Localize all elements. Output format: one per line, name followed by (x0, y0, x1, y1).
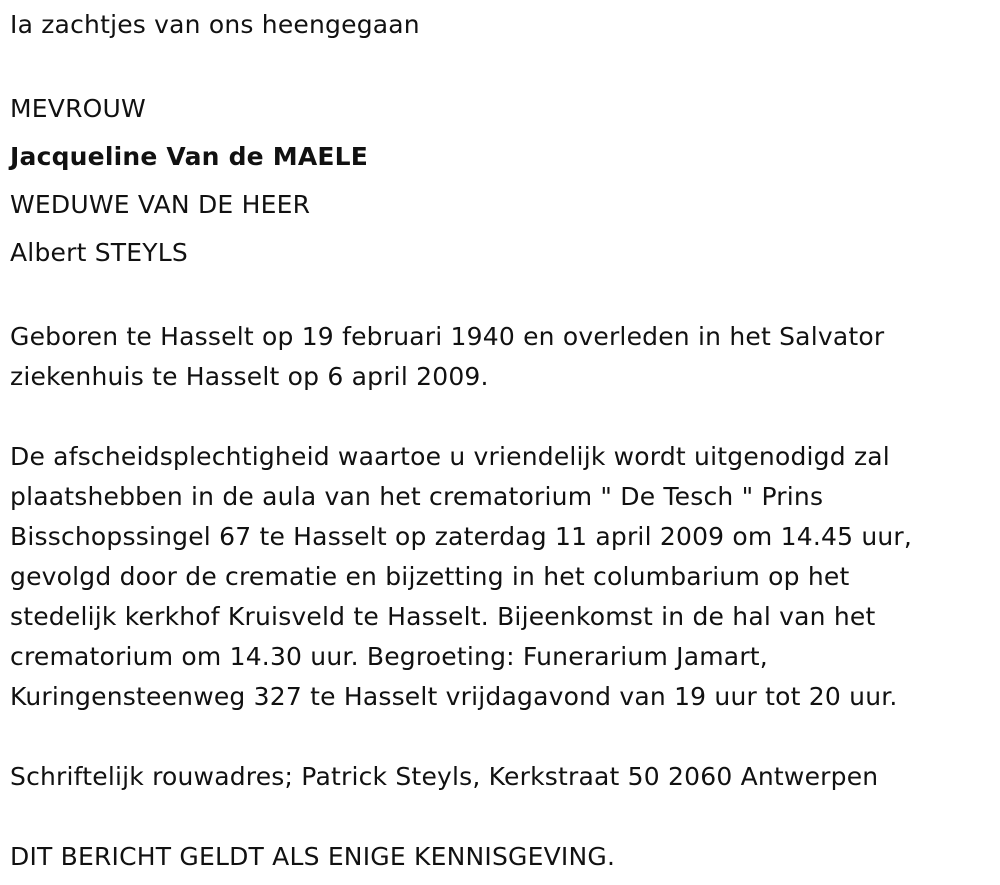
official-notice: DIT BERICHT GELDT ALS ENIGE KENNISGEVING. (10, 842, 616, 871)
deceased-spouse: Albert STEYLS (10, 238, 188, 267)
ceremony-line: crematorium om 14.30 uur. Begroeting: Funerarium Jamart, (10, 642, 768, 671)
ceremony-paragraph (10, 437, 1000, 717)
ceremony-line: Kuringensteenweg 327 te Hasselt vrijdagavond van 19 uur tot 20 uur. (10, 682, 898, 711)
birth-death-paragraph (10, 317, 1000, 397)
ceremony-line: gevolgd door de crematie en bijzetting in het columbarium op het (10, 562, 850, 591)
ceremony-line: plaatshebben in de aula van het crematorium " De Tesch " Prins (10, 482, 824, 511)
deceased-title: MEVROUW (10, 94, 146, 123)
deceased-block (10, 85, 1000, 277)
ceremony-line: De afscheidsplechtigheid waartoe u vriendelijk wordt uitgenodigd zal (10, 442, 890, 471)
address-paragraph (10, 757, 1000, 797)
intro-line: Ia zachtjes van ons heengegaan (10, 10, 420, 39)
obituary-document (0, 5, 1000, 885)
mourning-address: Schriftelijk rouwadres; Patrick Steyls, Kerkstraat 50 2060 Antwerpen (10, 762, 879, 791)
birth-death-line: ziekenhuis te Hasselt op 6 april 2009. (10, 362, 489, 391)
notice-paragraph (10, 837, 1000, 877)
deceased-name: Jacqueline Van de MAELE (10, 142, 369, 171)
deceased-status: WEDUWE VAN DE HEER (10, 190, 311, 219)
birth-death-line: Geboren te Hasselt op 19 februari 1940 en overleden in het Salvator (10, 322, 885, 351)
ceremony-line: stedelijk kerkhof Kruisveld te Hasselt. Bijeenkomst in de hal van het (10, 602, 876, 631)
ceremony-line: Bisschopssingel 67 te Hasselt op zaterdag 11 april 2009 om 14.45 uur, (10, 522, 913, 551)
